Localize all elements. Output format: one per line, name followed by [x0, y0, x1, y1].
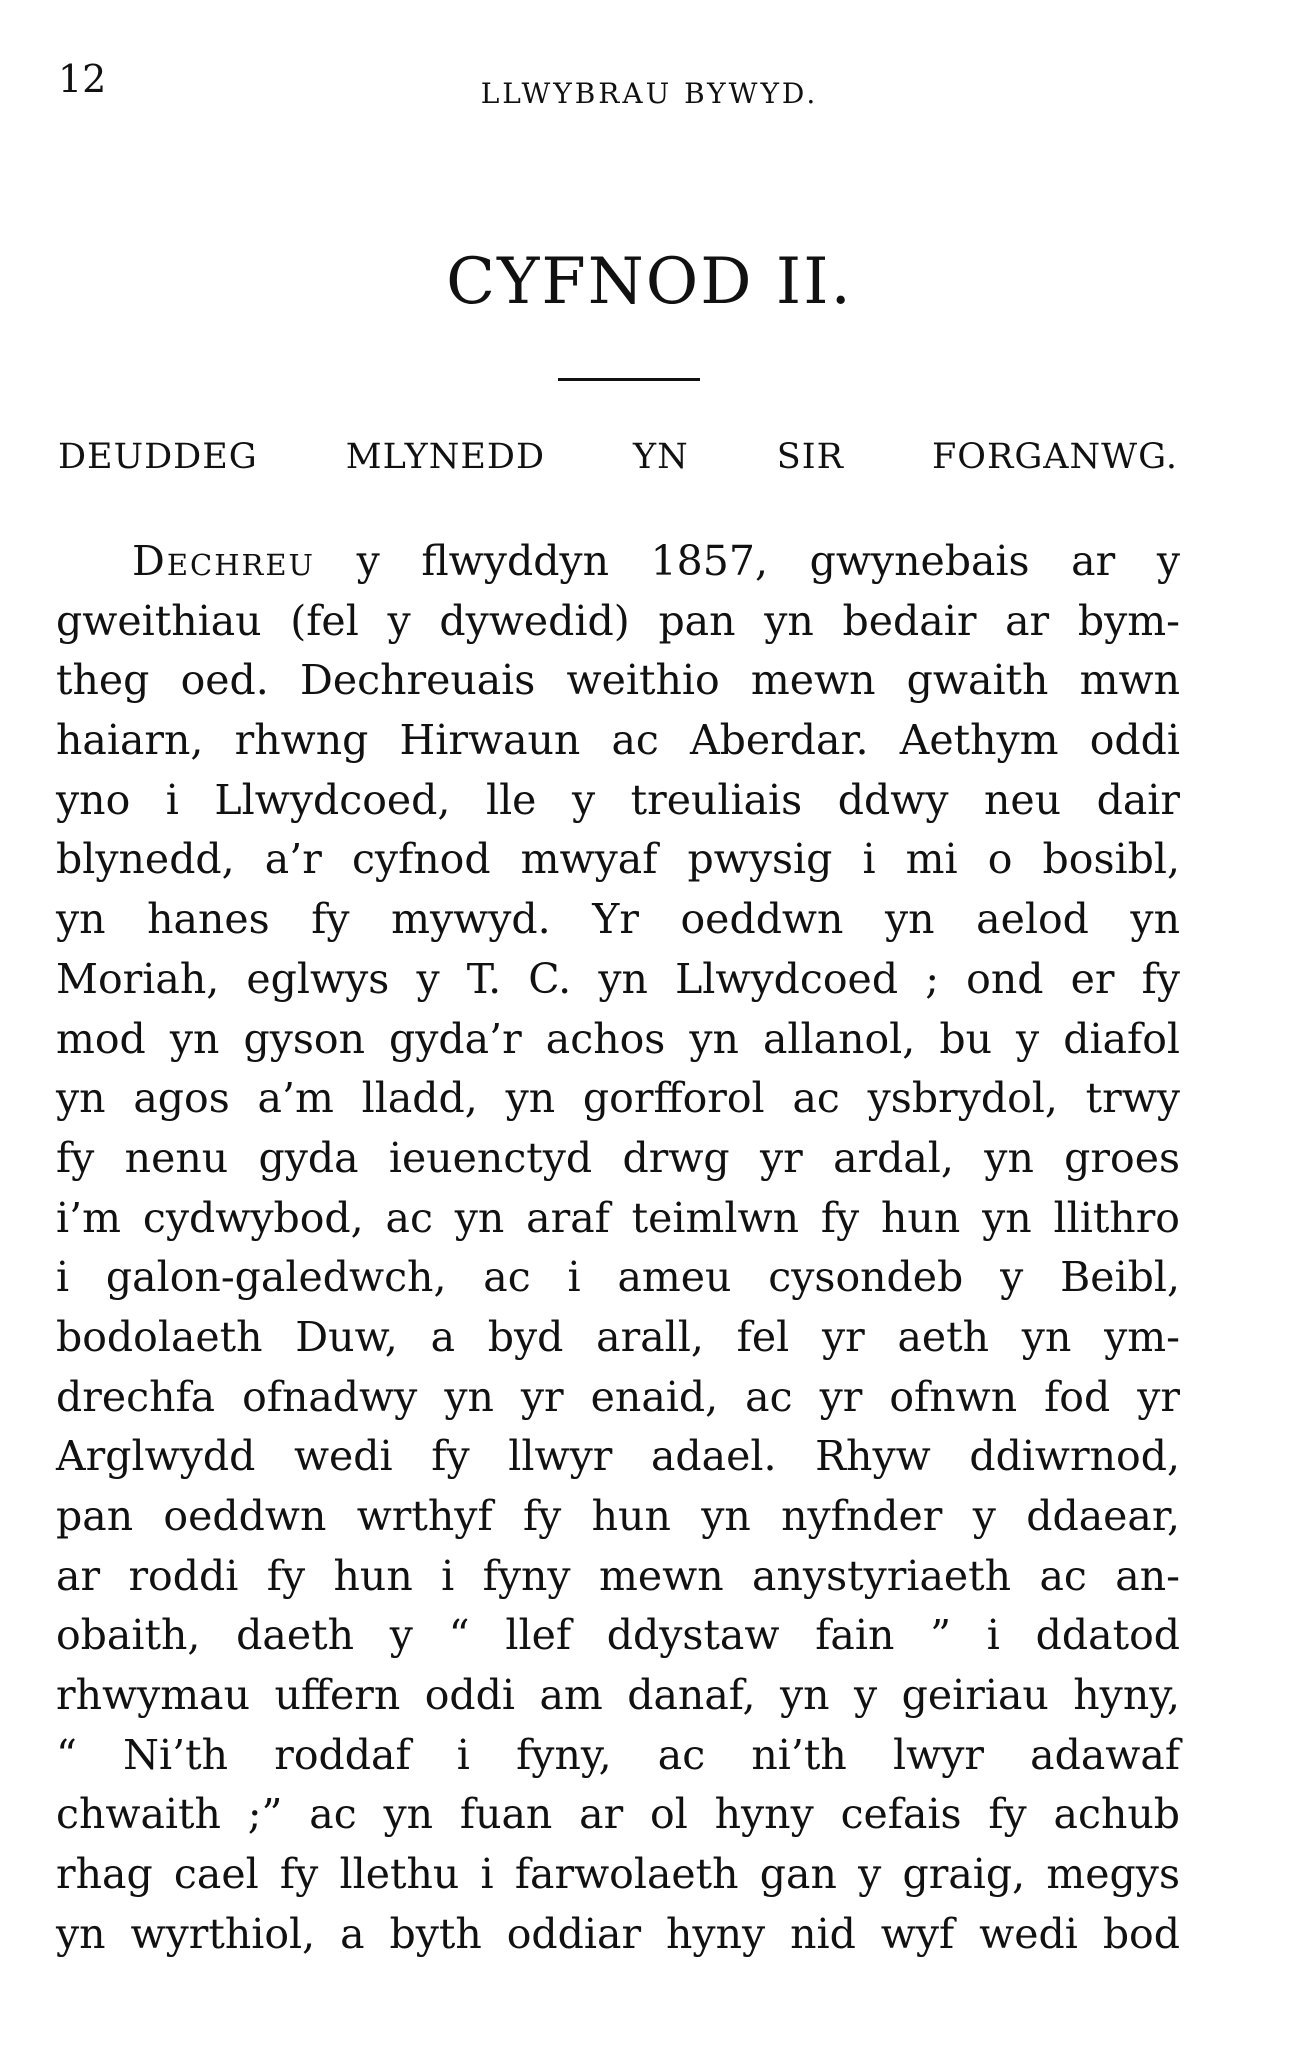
body-line: “ Ni’th roddaf i fyny, ac ni’th lwyr adawaf — [56, 1730, 1180, 1779]
body-line: ar roddi fy hun i fyny mewn anystyriaeth ac an- — [56, 1551, 1180, 1600]
body-line: Moriah, eglwys y T. C. yn Llwydcoed ; ond er fy — [56, 954, 1180, 1003]
body-line: Arglwydd wedi fy llwyr adael. Rhyw ddiwrnod, — [56, 1432, 1180, 1481]
body-line: blynedd, a’r cyfnod mwyaf pwysig i mi o bosibl, — [56, 835, 1180, 884]
body-line: yn wyrthiol, a byth oddiar hyny nid wyf wedi bod — [56, 1909, 1180, 1958]
section-heading: DEUDDEG MLYNEDD YN SIR FORGANWG. — [58, 437, 1178, 477]
body-line: rhag cael fy llethu i farwolaeth gan y graig, megys — [56, 1850, 1180, 1899]
body-line: obaith, daeth y “ llef ddystaw fain ” i ddatod — [56, 1611, 1180, 1660]
body-line: yno i Llwydcoed, lle y treuliais ddwy neu dair — [56, 775, 1180, 824]
body-line: yn agos a’m lladd, yn gorfforol ac ysbrydol, trwy — [56, 1074, 1180, 1123]
body-line: bodolaeth Duw, a byd arall, fel yr aeth yn ym- — [56, 1312, 1180, 1361]
body-paragraph — [56, 532, 1180, 1965]
body-line: theg oed. Dechreuais weithio mewn gwaith mwn — [56, 656, 1180, 705]
body-line: chwaith ;” ac yn fuan ar ol hyny cefais fy achub — [56, 1790, 1180, 1839]
running-title: LLWYBRAU BYWYD. — [480, 77, 819, 110]
drop-first-word: Dechreu — [132, 537, 315, 585]
body-line: rhwymau uffern oddi am danaf, yn y geiriau hyny, — [56, 1671, 1180, 1720]
body-line: i’m cydwybod, ac yn araf teimlwn fy hun yn llithro — [56, 1193, 1180, 1242]
body-line: drechfa ofnadwy yn yr enaid, ac yr ofnwn fod yr — [56, 1372, 1180, 1421]
page-number: 12 — [58, 57, 107, 101]
body-line: pan oeddwn wrthyf fy hun yn nyfnder y ddaear, — [56, 1492, 1180, 1540]
body-line: fy nenu gyda ieuenctyd drwg yr ardal, yn groes — [56, 1133, 1180, 1182]
body-line-first — [56, 532, 1180, 592]
body-line: yn hanes fy mywyd. Yr oeddwn yn aelod yn — [56, 895, 1180, 944]
body-line: mod yn gyson gyda’r achos yn allanol, bu y diafol — [56, 1014, 1180, 1063]
body-line: gweithiau (fel y dywedid) pan yn bedair ar bym- — [56, 596, 1180, 645]
body-line: haiarn, rhwng Hirwaun ac Aberdar. Aethym oddi — [56, 716, 1180, 765]
chapter-title: CYFNOD II. — [446, 245, 853, 319]
title-rule — [558, 378, 700, 381]
first-line-rest: y flwyddyn 1857, gwynebais ar y — [356, 537, 1180, 585]
body-line: i galon-galedwch, ac i ameu cysondeb y Beibl, — [56, 1253, 1180, 1302]
